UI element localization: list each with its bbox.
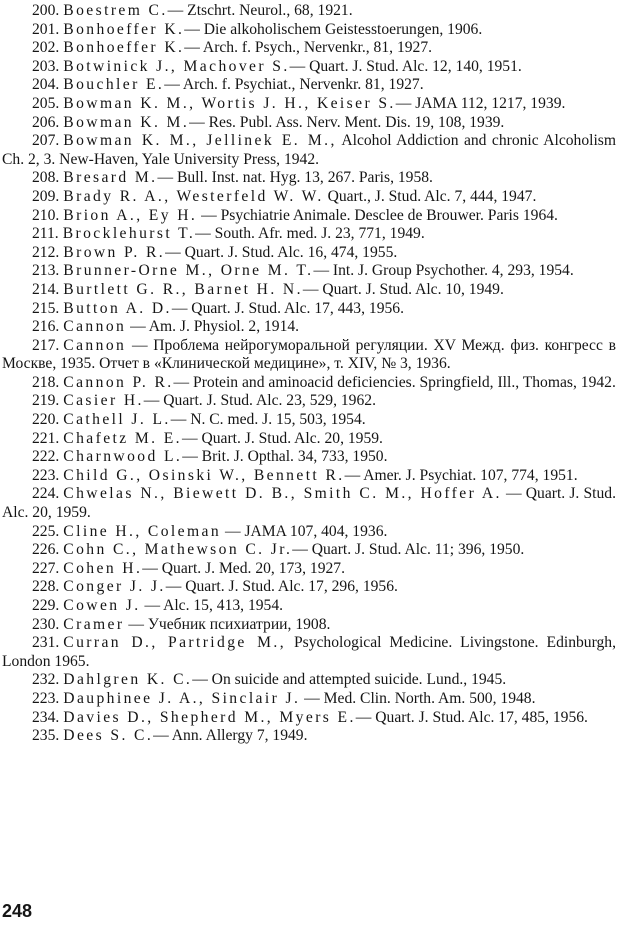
reference-source: Quart., J. Stud. Alc. 7, 444, 1947.: [323, 187, 537, 205]
reference-authors: Button A. D.: [63, 299, 172, 317]
reference-authors: Cowen J.: [63, 597, 141, 614]
reference-entry: [0, 244, 620, 263]
reference-entry: [0, 225, 620, 244]
bibliography-page: [0, 2, 620, 746]
reference-entry: [0, 95, 620, 114]
reference-authors: Dees S. C.: [63, 727, 154, 745]
reference-source: — Int. J. Group Psychother. 4, 293, 1954.: [313, 262, 574, 280]
reference-number: 213.: [32, 262, 60, 280]
reference-source: — Quart. J. Stud. Alc. 17, 485, 1956.: [355, 708, 588, 726]
reference-entry: [0, 578, 620, 597]
reference-number: 208.: [32, 169, 60, 187]
reference-source: — Arch. f. Psychiat., Nervenkr. 81, 1927.: [164, 76, 424, 94]
reference-number: 214.: [32, 280, 60, 298]
reference-authors: Cannon: [63, 336, 127, 354]
reference-number: 221.: [32, 429, 60, 447]
reference-entry: [0, 411, 620, 430]
reference-authors: Cohen H.: [63, 559, 143, 577]
reference-number: 229.: [32, 597, 60, 614]
reference-source: — Quart. J. Med. 20, 173, 1927.: [142, 559, 345, 577]
reference-number: 224.: [32, 485, 60, 503]
reference-entry: [0, 132, 620, 169]
reference-source: — Bull. Inst. nat. Hyg. 13, 267. Paris, 1958.: [157, 169, 433, 187]
reference-authors: Brown P. R.: [63, 243, 166, 261]
reference-source: — Quart. J. Stud. Alc. 20, 1959.: [2, 485, 617, 522]
reference-authors: Bowman K. M., Jellinek E. M.,: [63, 132, 337, 150]
reference-source: — South. Afr. med. J. 23, 771, 1949.: [195, 225, 425, 243]
reference-authors: Bowman K. M.: [63, 113, 190, 131]
reference-authors: Curran D., Partridge M.,: [63, 634, 286, 652]
reference-authors: Cline H., Coleman: [63, 522, 222, 540]
reference-authors: Bouchler E.: [63, 76, 165, 94]
page-number: 248: [2, 901, 33, 921]
reference-entry: [0, 58, 620, 77]
reference-number: 220.: [32, 411, 60, 429]
reference-entry: [0, 671, 620, 690]
reference-entry: [0, 392, 620, 411]
reference-authors: Charnwood L.: [63, 448, 183, 466]
reference-authors: Child G., Osinski W., Bennett R.: [63, 466, 345, 484]
reference-source: — Проблема нейрогуморальной регуляции. XV Межд. физ. конгресс в Москве, 1935. Отчет в «Клинической медицине», т. XIV, № 3, 1936.: [2, 336, 616, 373]
reference-number: 232.: [32, 671, 60, 689]
reference-authors: Brocklehurst T.: [62, 225, 196, 243]
reference-entry: [0, 2, 620, 21]
reference-authors: Chwelas N., Biewett D. B., Smith C. M., Hoffer A.: [63, 485, 502, 503]
reference-authors: Bowman K. M., Wortis J. H., Keiser S.: [63, 94, 396, 112]
reference-source: — Protein and aminoacid deficiencies. Springfield, Ill., Thomas, 1942.: [173, 373, 616, 391]
reference-number: 210.: [32, 206, 60, 224]
reference-authors: Bresard M.: [63, 169, 158, 187]
reference-source: — Die alkoholischem Geistesstoerungen, 1906.: [184, 20, 483, 38]
reference-number: 235.: [32, 727, 60, 745]
reference-number: 231.: [32, 634, 60, 652]
reference-entry: [0, 188, 620, 207]
reference-number: 219.: [32, 392, 60, 410]
reference-number: 216.: [32, 318, 60, 336]
reference-entry: [0, 300, 620, 319]
reference-number: 212.: [32, 243, 60, 261]
reference-source: — Brit. J. Opthal. 34, 733, 1950.: [182, 448, 388, 466]
reference-source: Psychological Medicine. Livingstone. Edinburgh, London 1965.: [2, 634, 616, 670]
reference-source: — Quart. J. Stud. Alc. 12, 140, 1951.: [289, 57, 522, 75]
reference-number: 225.: [32, 522, 60, 540]
reference-source: — Alc. 15, 413, 1954.: [140, 597, 284, 614]
reference-source: — JAMA 107, 404, 1936.: [221, 522, 388, 540]
reference-number: 205.: [32, 94, 60, 112]
reference-entry: [0, 337, 620, 374]
reference-number: 218.: [32, 373, 60, 391]
reference-entry: [0, 430, 620, 449]
reference-authors: Brion A., Ey H.: [63, 206, 198, 224]
reference-authors: Casier H.: [63, 392, 144, 410]
reference-entry: [0, 318, 620, 337]
reference-authors: Davies D., Shepherd M., Myers E.: [63, 708, 356, 726]
reference-source: — Quart. J. Stud. Alc. 17, 443, 1956.: [171, 299, 404, 317]
reference-source: — JAMA 112, 1217, 1939.: [395, 94, 566, 112]
reference-entry: [0, 207, 620, 226]
reference-entry: [0, 281, 620, 300]
reference-authors: Dahlgren K. C.: [63, 671, 193, 689]
reference-source: — Quart. J. Stud. Alc. 23, 529, 1962.: [143, 392, 376, 410]
reference-number: 217.: [32, 336, 60, 354]
reference-source: — Med. Clin. North. Am. 500, 1948.: [300, 689, 536, 707]
reference-entry: [0, 597, 620, 616]
reference-source: — N. C. med. J. 15, 503, 1954.: [170, 411, 366, 429]
reference-entry: [0, 541, 620, 560]
reference-authors: Chafetz M. E.: [63, 429, 182, 447]
reference-number: 230.: [32, 615, 60, 633]
reference-source: — Ztschrt. Neurol., 68, 1921.: [167, 2, 353, 19]
reference-source: — Ann. Allergy 7, 1949.: [153, 727, 308, 745]
reference-number: 209.: [32, 187, 60, 205]
reference-authors: Botwinick J., Machover S.: [63, 57, 290, 75]
reference-number: 211.: [32, 225, 59, 243]
reference-source: — Учебник психиатрии, 1908.: [124, 615, 331, 633]
reference-entry: [0, 709, 620, 728]
reference-number: 228.: [32, 578, 60, 596]
reference-authors: Dauphinee J. A., Sinclair J.: [63, 689, 301, 707]
reference-number: 227.: [32, 559, 60, 577]
reference-entry: [0, 560, 620, 579]
reference-entry: [0, 114, 620, 133]
reference-authors: Bonhoeffer K.: [63, 20, 185, 38]
reference-number: 223.: [32, 466, 60, 484]
reference-entry: [0, 467, 620, 486]
reference-number: 222.: [32, 448, 60, 466]
reference-authors: Boestrem C.: [63, 2, 168, 19]
reference-source: Alcohol Addiction and chronic Alcoholism Ch. 2, 3. New-Haven, Yale University Press, 1942.: [2, 132, 617, 168]
reference-number: 207.: [32, 132, 60, 150]
reference-authors: Cannon: [63, 318, 127, 336]
reference-source: — Quart. J. Stud. Alc. 20, 1959.: [181, 429, 383, 447]
reference-number: 223.: [32, 689, 60, 707]
reference-source: — Quart. J. Stud. Alc. 16, 474, 1955.: [165, 243, 398, 261]
reference-number: 203.: [32, 57, 60, 75]
reference-authors: Cohn C., Mathewson C. Jr.: [63, 541, 293, 559]
reference-authors: Cathell J. L.: [63, 411, 171, 429]
reference-source: — On suicide and attempted suicide. Lund., 1945.: [192, 671, 507, 689]
reference-entry: [0, 634, 620, 671]
reference-source: — Psychiatrie Animale. Desclee de Brouwer. Paris 1964.: [197, 206, 558, 224]
reference-entry: [0, 690, 620, 709]
reference-authors: Burtlett G. R., Barnet H. N.: [63, 280, 303, 298]
reference-source: — Arch. f. Psych., Nervenkr., 81, 1927.: [184, 39, 433, 57]
reference-entry: [0, 76, 620, 95]
reference-source: — Am. J. Physiol. 2, 1914.: [126, 318, 300, 336]
reference-authors: Cramer: [63, 615, 125, 633]
reference-entry: [0, 448, 620, 467]
reference-source: — Res. Publ. Ass. Nerv. Ment. Dis. 19, 108, 1939.: [189, 113, 505, 131]
reference-entry: [0, 616, 620, 635]
reference-number: 226.: [32, 541, 60, 559]
reference-number: 201.: [32, 20, 60, 38]
reference-entry: [0, 485, 620, 522]
reference-source: — Quart. J. Stud. Alc. 10, 1949.: [302, 280, 504, 298]
reference-number: 204.: [32, 76, 60, 94]
reference-source: — Quart. J. Stud. Alc. 11; 396, 1950.: [292, 541, 525, 559]
reference-number: 200.: [32, 2, 60, 19]
reference-authors: Cannon P. R.: [63, 373, 174, 391]
reference-entry: [0, 169, 620, 188]
reference-authors: Brunner-Orne M., Orne M. T.: [63, 262, 314, 280]
reference-list: [0, 2, 620, 746]
reference-entry: [0, 21, 620, 40]
reference-source: — Quart. J. Stud. Alc. 17, 296, 1956.: [165, 578, 398, 596]
reference-entry: [0, 523, 620, 542]
reference-entry: [0, 262, 620, 281]
reference-number: 215.: [32, 299, 60, 317]
reference-authors: Brady R. A., Westerfeld W. W.: [63, 187, 324, 205]
reference-authors: Bonhoeffer K.: [63, 39, 185, 57]
reference-entry: [0, 39, 620, 58]
reference-number: 202.: [32, 39, 60, 57]
reference-entry: [0, 374, 620, 393]
reference-authors: Conger J. J.: [63, 578, 166, 596]
reference-number: 234.: [32, 708, 60, 726]
reference-entry: [0, 727, 620, 746]
reference-number: 206.: [32, 113, 60, 131]
reference-source: — Amer. J. Psychiat. 107, 774, 1951.: [344, 466, 578, 484]
